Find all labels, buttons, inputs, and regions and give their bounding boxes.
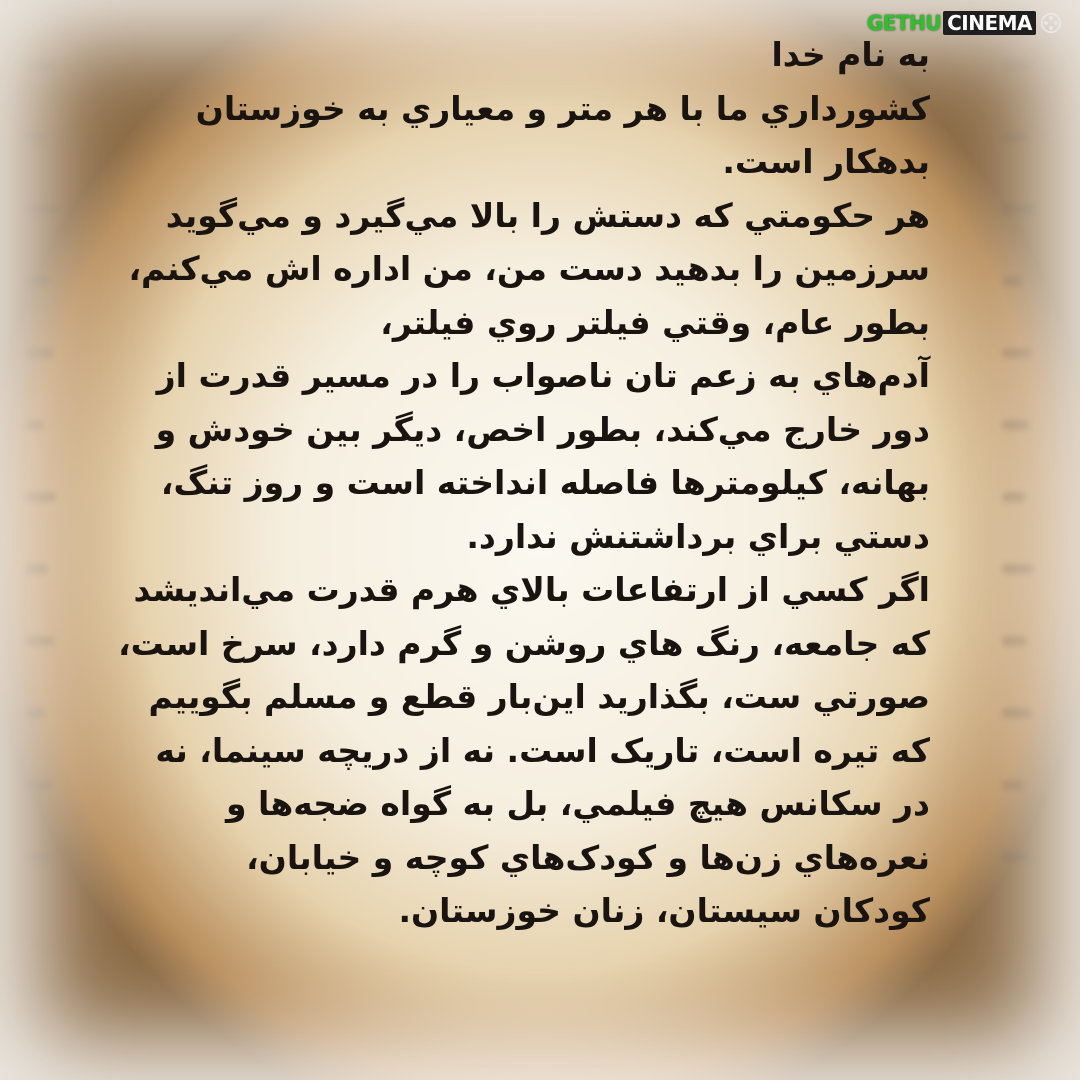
article-text [118, 28, 930, 938]
text-line: كشورداري ما با هر متر و معياري به خوزستان [195, 88, 930, 128]
text-line: بهانه، كيلومترها فاصله انداخته است و روز تنگ، [160, 463, 930, 502]
text-line: صورتي ست، بگذاريد اين‌بار قطع و مسلم بگوييم [148, 677, 930, 716]
text-line: كودكان سيستان، زنان خوزستان. [398, 891, 930, 930]
text-line: كه جامعه، رنگ هاي روشن و گرم دارد، سرخ است، [118, 623, 930, 663]
document-title: به نام خدا [771, 35, 930, 74]
film-reel-icon [1040, 12, 1062, 34]
text-line: در سكانس هيچ فيلمي، بل به گواه ضجه‌ها و [225, 784, 930, 823]
text-line: آدم‌هاي به زعم تان ناصواب را در مسير قدرت از [156, 356, 930, 395]
text-line: اگر كسي از ارتفاعات بالاي هرم قدرت مي‌انديشد [133, 570, 930, 609]
text-line: بطور عام، وقتي فيلتر روي فيلتر، [380, 302, 930, 342]
text-line: هر حكومتي كه دستش را بالا مي‌گيرد و مي‌گويد [165, 195, 930, 235]
text-line: دستي براي برداشتنش ندارد. [466, 516, 930, 556]
text-line: نعره‌هاي زن‌ها و كودک‌هاي كوچه و خيابان، [246, 837, 930, 877]
text-line: كه تيره است، تاريک است. نه از دريچه سينما، نه [155, 730, 930, 770]
watermark-brand-left: GETHU [866, 11, 942, 35]
text-line: دور خارج مي‌كند، بطور اخص، ديگر بين خودش و [155, 409, 930, 449]
text-line: سرزمين را بدهيد دست من، من اداره اش مي‌كنم، [128, 249, 930, 288]
text-line: بدهكار است. [722, 142, 930, 181]
watermark-brand-right: CINEMA [943, 11, 1036, 35]
